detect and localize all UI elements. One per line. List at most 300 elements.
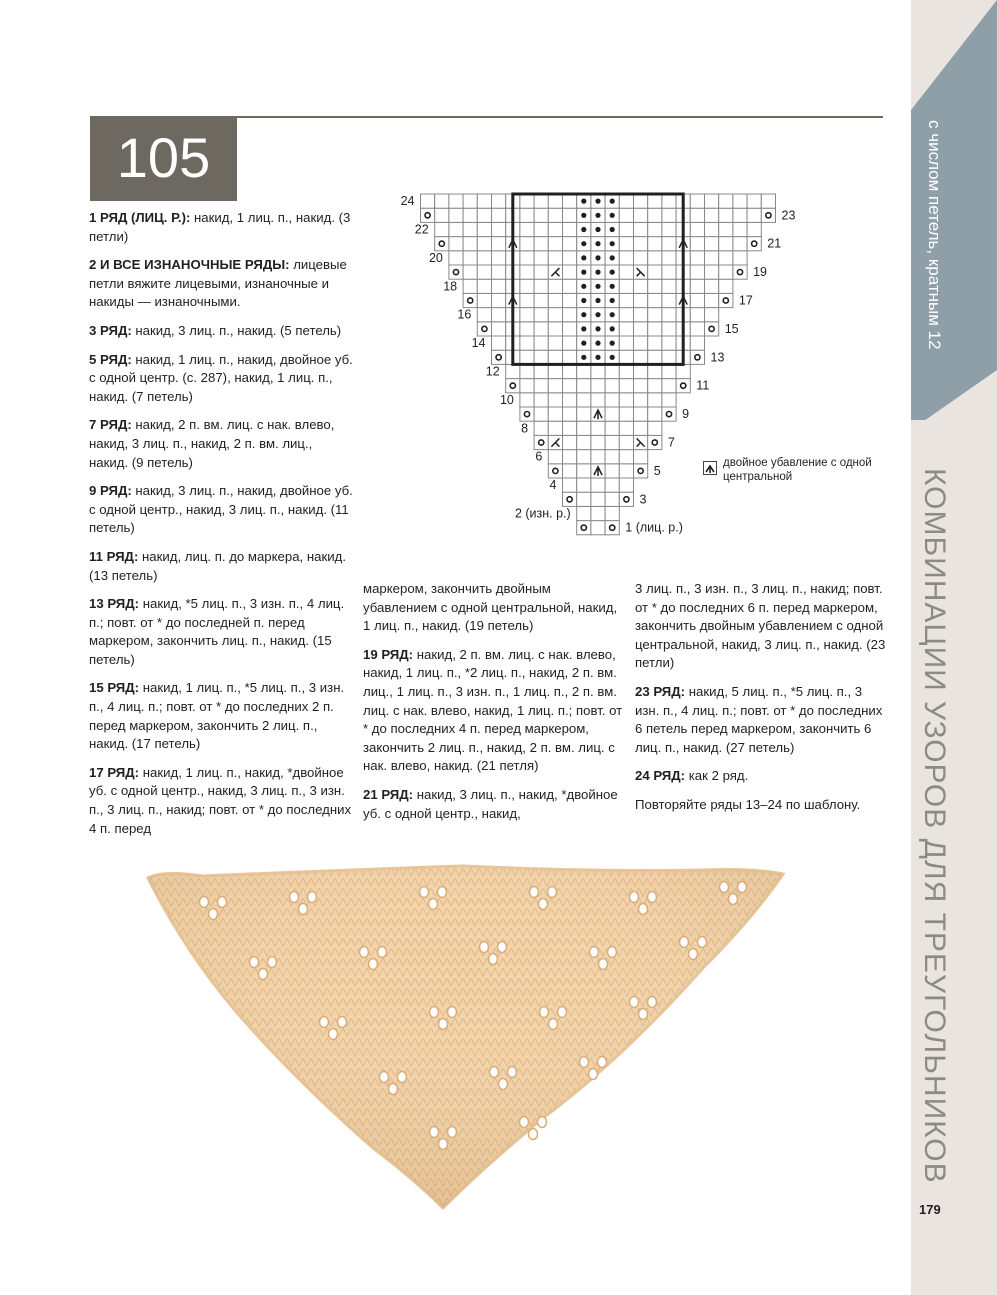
- row-label: 21 РЯД:: [363, 786, 414, 802]
- chart-cell: [520, 265, 534, 279]
- chart-cell: [648, 251, 662, 265]
- chart-cell: [662, 237, 676, 251]
- chart-cell: [634, 364, 648, 378]
- chart-cell: [548, 464, 562, 478]
- eyelet-hole: [729, 894, 738, 905]
- purl-symbol: [581, 199, 586, 204]
- eyelet-hole: [648, 997, 657, 1008]
- chart-cell: [563, 322, 577, 336]
- chart-cell: [563, 364, 577, 378]
- chart-cell: [520, 336, 534, 350]
- chart-row-label: 13: [710, 350, 725, 365]
- chart-cell: [520, 194, 534, 208]
- chart-cell: [463, 251, 477, 265]
- purl-symbol: [610, 298, 615, 303]
- eyelet-hole: [689, 949, 698, 960]
- chart-cell: [619, 393, 633, 407]
- chart-cell: [662, 279, 676, 293]
- double-decrease-icon: [703, 461, 717, 475]
- chart-cell: [520, 364, 534, 378]
- chart-cell: [520, 208, 534, 222]
- chart-cell: [705, 279, 719, 293]
- eyelet-hole: [489, 954, 498, 965]
- chart-cell: [534, 364, 548, 378]
- chart-cell: [449, 208, 463, 222]
- chart-cell: [477, 322, 491, 336]
- row-label: 13 РЯД:: [89, 596, 140, 612]
- chart-row-label: 5: [653, 463, 661, 478]
- chart-cell: [733, 265, 747, 279]
- chart-cell: [733, 208, 747, 222]
- chart-cell: [534, 421, 548, 435]
- chart-cell: [548, 421, 562, 435]
- chart-cell: [605, 379, 619, 393]
- chart-cell: [563, 208, 577, 222]
- chart-cell: [634, 450, 648, 464]
- chart-cell: [648, 393, 662, 407]
- chart-cell: [662, 222, 676, 236]
- chart-cell: [648, 364, 662, 378]
- purl-symbol: [595, 326, 600, 331]
- eyelet-hole: [290, 892, 299, 903]
- row-label: 5 РЯД:: [89, 351, 132, 367]
- chart-cell: [591, 506, 605, 520]
- chart-cell: [477, 208, 491, 222]
- eyelet-hole: [598, 1057, 607, 1068]
- eyelet-hole: [380, 1072, 389, 1083]
- chart-cell: [563, 293, 577, 307]
- chart-cell: [520, 322, 534, 336]
- chart-cell: [690, 279, 704, 293]
- eyelet-hole: [369, 959, 378, 970]
- chart-cell: [719, 251, 733, 265]
- eyelet-hole: [639, 904, 648, 915]
- row-label: 11 РЯД:: [89, 548, 139, 564]
- row-text: 3 лиц. п., 3 изн. п., 3 лиц. п., накид; повт. от * до последних 6 п. перед маркером, закончить двойным убавлением с одной центральной, накид, 3 лиц. п., накид. (23 петли): [635, 581, 886, 671]
- chart-cell: [605, 506, 619, 520]
- purl-symbol: [595, 284, 600, 289]
- chart-cell: [634, 393, 648, 407]
- purl-symbol: [581, 326, 586, 331]
- chart-cell: [648, 421, 662, 435]
- chart-cell: [648, 222, 662, 236]
- eyelet-hole: [698, 937, 707, 948]
- chart-cell: [662, 364, 676, 378]
- eyelet-hole: [398, 1072, 407, 1083]
- instructions-column-3: [635, 580, 890, 825]
- purl-symbol: [581, 255, 586, 260]
- chart-cell: [662, 393, 676, 407]
- chart-cell: [534, 350, 548, 364]
- chart-cell: [662, 251, 676, 265]
- eyelet-hole: [558, 1007, 567, 1018]
- chart-cell: [449, 237, 463, 251]
- eyelet-hole: [448, 1007, 457, 1018]
- chart-cell: [690, 208, 704, 222]
- instruction-paragraph: [89, 256, 354, 312]
- chart-cell: [435, 237, 449, 251]
- purl-symbol: [610, 284, 615, 289]
- chart-cell: [705, 265, 719, 279]
- chart-cell: [634, 421, 648, 435]
- chart-cell: [619, 379, 633, 393]
- row-text: лицевые петли вяжите лицевыми, изнаночные и накиды — изнаночными.: [89, 257, 347, 310]
- eyelet-hole: [338, 1017, 347, 1028]
- purl-symbol: [610, 227, 615, 232]
- chart-cell: [605, 407, 619, 421]
- row-text: как 2 ряд.: [685, 768, 749, 784]
- chart-cell: [619, 208, 633, 222]
- row-text: накид, 1 лиц. п., накид. (3 петли): [89, 210, 351, 244]
- chart-row-label: 20: [428, 250, 443, 265]
- chart-cell: [534, 265, 548, 279]
- chart-cell: [506, 364, 520, 378]
- chart-cell: [449, 194, 463, 208]
- eyelet-hole: [268, 957, 277, 968]
- chart-row-label: 7: [667, 435, 675, 450]
- chart-cell: [577, 450, 591, 464]
- eyelet-hole: [630, 997, 639, 1008]
- instruction-paragraph: [635, 796, 890, 815]
- chart-cell: [662, 308, 676, 322]
- purl-symbol: [581, 270, 586, 275]
- chart-cell: [477, 293, 491, 307]
- chart-row-label: 2 (изн. р.): [514, 506, 571, 521]
- chart-cell: [548, 237, 562, 251]
- chart-cell: [719, 237, 733, 251]
- chart-row-label: 22: [414, 222, 429, 237]
- instruction-paragraph: [635, 580, 890, 673]
- chart-cell: [563, 222, 577, 236]
- chart-row-label: 18: [443, 279, 458, 294]
- chart-cell: [435, 208, 449, 222]
- chart-cell: [619, 237, 633, 251]
- eyelet-hole: [439, 1019, 448, 1030]
- chart-cell: [463, 279, 477, 293]
- chart-cell: [619, 336, 633, 350]
- chart-cell: [690, 322, 704, 336]
- eyelet-hole: [430, 1127, 439, 1138]
- chart-cell: [676, 364, 690, 378]
- chart-cell: [719, 194, 733, 208]
- chart-cell: [577, 492, 591, 506]
- purl-symbol: [610, 355, 615, 360]
- row-label: 3 РЯД:: [89, 322, 132, 338]
- chart-cell: [563, 478, 577, 492]
- row-label: 7 РЯД:: [89, 417, 132, 433]
- chart-row-label: 16: [457, 307, 472, 322]
- chart-row-label: 12: [485, 364, 500, 379]
- chart-cell: [577, 521, 591, 535]
- chart-cell: [463, 293, 477, 307]
- row-text: накид, лиц. п. до маркера, накид. (13 петель): [89, 548, 346, 583]
- chart-cell: [563, 464, 577, 478]
- chart-cell: [577, 506, 591, 520]
- chart-cell: [605, 478, 619, 492]
- chart-legend-text: двойное убавление с одной центральной: [723, 457, 872, 483]
- chart-cell: [719, 208, 733, 222]
- chart-cell: [747, 222, 761, 236]
- chart-cell: [563, 265, 577, 279]
- eyelet-hole: [538, 1117, 547, 1128]
- purl-symbol: [595, 355, 600, 360]
- eyelet-hole: [599, 959, 608, 970]
- chart-row-label: 21: [767, 236, 782, 251]
- chart-cell: [761, 194, 775, 208]
- chart-cell: [733, 251, 747, 265]
- eyelet-hole: [200, 897, 209, 908]
- chart-cell: [747, 194, 761, 208]
- row-text: накид, 5 лиц. п., *5 лиц. п., 3 изн. п., 4 лиц. п.; повт. от * до последних 6 петель перед маркером, закончить 6 лиц. п., накид. (27 петель): [635, 683, 883, 755]
- chart-cell: [648, 336, 662, 350]
- chart-cell: [548, 393, 562, 407]
- chart-cell: [563, 336, 577, 350]
- row-text: накид, 1 лиц. п., накид, *двойное уб. с одной центр., накид, 3 лиц. п., 3 изн. п., 3 лиц. п., накид; повт. от * до последних 4 п. перед: [89, 764, 352, 836]
- row-text: маркером, закончить двойным убавлением с одной центральной, накид, 1 лиц. п., накид. (19 петель): [363, 581, 618, 634]
- chart-cell: [690, 251, 704, 265]
- eyelet-hole: [680, 937, 689, 948]
- chart-cell: [548, 364, 562, 378]
- chart-cell: [520, 237, 534, 251]
- chart-cell: [520, 251, 534, 265]
- chart-cell: [634, 407, 648, 421]
- eyelet-hole: [490, 1067, 499, 1078]
- row-text: накид, *5 лиц. п., 3 изн. п., 4 лиц. п.; повт. от * до последней п. перед маркером, закончить лиц. п., накид. (15 петель): [89, 596, 345, 667]
- purl-symbol: [581, 241, 586, 246]
- chart-cell: [577, 435, 591, 449]
- chart-cell: [563, 435, 577, 449]
- chart-cell: [534, 293, 548, 307]
- eyelet-hole: [308, 892, 317, 903]
- chart-cell: [463, 265, 477, 279]
- chart-row-label: 11: [696, 378, 710, 393]
- chart-cell: [619, 293, 633, 307]
- chart-cell: [662, 336, 676, 350]
- chart-cell: [563, 421, 577, 435]
- purl-symbol: [581, 298, 586, 303]
- purl-symbol: [581, 312, 586, 317]
- chart-row-label: 17: [738, 293, 753, 308]
- chart-cell: [534, 251, 548, 265]
- chart-cell: [591, 421, 605, 435]
- purl-symbol: [610, 326, 615, 331]
- chart-cell: [534, 208, 548, 222]
- chart-cell: [662, 293, 676, 307]
- chart-cell: [577, 464, 591, 478]
- instruction-paragraph: [89, 351, 354, 407]
- purl-symbol: [610, 255, 615, 260]
- chart-cell: [563, 379, 577, 393]
- chart-cell: [619, 464, 633, 478]
- chart-cell: [648, 237, 662, 251]
- purl-symbol: [581, 227, 586, 232]
- chart-cell: [705, 194, 719, 208]
- eyelet-hole: [590, 947, 599, 958]
- chart-cell: [563, 350, 577, 364]
- chart-row-label: 23: [781, 208, 796, 223]
- chart-cell: [634, 251, 648, 265]
- chart-cell: [705, 237, 719, 251]
- purl-symbol: [595, 241, 600, 246]
- instruction-paragraph: [363, 580, 625, 636]
- chart-cell: [477, 194, 491, 208]
- eyelet-hole: [520, 1117, 529, 1128]
- purl-symbol: [610, 341, 615, 346]
- chart-cell: [534, 279, 548, 293]
- chart-cell: [634, 379, 648, 393]
- chart-cell: [690, 293, 704, 307]
- eyelet-hole: [320, 1017, 329, 1028]
- chart-cell: [548, 251, 562, 265]
- chart-cell: [619, 350, 633, 364]
- chart-cell: [648, 350, 662, 364]
- sidebar-title: КОМБИНАЦИИ УЗОРОВ ДЛЯ ТРЕУГОЛЬНИКОВ: [918, 468, 951, 1184]
- shawl-shading: [148, 866, 783, 1208]
- page-number: 179: [919, 1202, 941, 1217]
- chart-cell: [619, 450, 633, 464]
- chart-row-label: 24: [400, 194, 415, 209]
- eyelet-hole: [420, 887, 429, 898]
- eyelet-hole: [209, 909, 218, 920]
- eyelet-hole: [438, 887, 447, 898]
- chart-cell: [761, 208, 775, 222]
- chart-cell: [619, 194, 633, 208]
- chart-cell: [492, 308, 506, 322]
- chart-cell: [421, 194, 435, 208]
- eyelet-hole: [549, 1019, 558, 1030]
- chart-cell: [733, 237, 747, 251]
- chart-cell: [563, 237, 577, 251]
- sidebar-subtitle: с числом петель, кратным 12: [925, 120, 944, 350]
- chart-cell: [548, 322, 562, 336]
- chart-cell: [492, 251, 506, 265]
- chart-cell: [634, 208, 648, 222]
- instruction-paragraph: [89, 595, 354, 669]
- chart-cell: [662, 379, 676, 393]
- chart-cell: [747, 208, 761, 222]
- double-decrease-symbol: [704, 463, 716, 475]
- chart-cell: [619, 407, 633, 421]
- chart-cell: [463, 208, 477, 222]
- row-label: 23 РЯД:: [635, 683, 686, 699]
- chart-cell: [591, 478, 605, 492]
- chart-cell: [492, 194, 506, 208]
- chart-cell: [492, 265, 506, 279]
- chart-cell: [548, 336, 562, 350]
- chart-cell: [705, 322, 719, 336]
- chart-cell: [449, 251, 463, 265]
- purl-symbol: [610, 199, 615, 204]
- eyelet-hole: [259, 969, 268, 980]
- chart-cell: [548, 208, 562, 222]
- chart-cell: [548, 222, 562, 236]
- eyelet-hole: [430, 1007, 439, 1018]
- knitted-shawl-photo: [143, 858, 788, 1218]
- chart-cell: [492, 222, 506, 236]
- chart-cell: [719, 222, 733, 236]
- chart-cell: [492, 322, 506, 336]
- chart-cell: [463, 222, 477, 236]
- chart-cell: [605, 492, 619, 506]
- chart-cell: [492, 208, 506, 222]
- chart-cell: [591, 435, 605, 449]
- eyelet-hole: [218, 897, 227, 908]
- chart-cell: [520, 222, 534, 236]
- chart-cell: [534, 379, 548, 393]
- chart-cell: [648, 265, 662, 279]
- purl-symbol: [581, 355, 586, 360]
- purl-symbol: [610, 241, 615, 246]
- chart-cell: [662, 194, 676, 208]
- chart-cell: [435, 222, 449, 236]
- chart-cell: [520, 308, 534, 322]
- chart-cell: [548, 450, 562, 464]
- chart-cell: [492, 279, 506, 293]
- chart-cell: [634, 237, 648, 251]
- chart-cell: [577, 478, 591, 492]
- chart-cell: [577, 379, 591, 393]
- chart-cell: [648, 407, 662, 421]
- instruction-paragraph: [89, 209, 354, 246]
- chart-cell: [690, 336, 704, 350]
- purl-symbol: [595, 227, 600, 232]
- purl-symbol: [595, 298, 600, 303]
- chart-cell: [548, 379, 562, 393]
- instructions-column-1: [89, 209, 354, 848]
- eyelet-hole: [378, 947, 387, 958]
- chart-row-label: 9: [682, 407, 690, 422]
- chart-cell: [619, 265, 633, 279]
- eyelet-hole: [439, 1139, 448, 1150]
- purl-symbol: [595, 270, 600, 275]
- chart-cell: [662, 407, 676, 421]
- chart-cell: [577, 393, 591, 407]
- chart-cell: [648, 208, 662, 222]
- eyelet-hole: [250, 957, 259, 968]
- chart-cell: [534, 407, 548, 421]
- eyelet-hole: [530, 887, 539, 898]
- chart-cell: [520, 379, 534, 393]
- chart-cell: [605, 450, 619, 464]
- knitting-chart: [390, 188, 830, 553]
- chart-cell: [435, 194, 449, 208]
- chart-cell: [619, 308, 633, 322]
- eyelet-hole: [539, 899, 548, 910]
- chart-cell: [577, 364, 591, 378]
- instruction-paragraph: [89, 482, 354, 538]
- chart-row-label: 14: [471, 336, 486, 351]
- chart-cell: [534, 308, 548, 322]
- chart-cell: [634, 308, 648, 322]
- eyelet-hole: [429, 899, 438, 910]
- eyelet-hole: [499, 1079, 508, 1090]
- chart-cell: [705, 308, 719, 322]
- eyelet-hole: [299, 904, 308, 915]
- chart-cell: [492, 336, 506, 350]
- row-label: 24 РЯД:: [635, 768, 686, 784]
- chart-cell: [662, 265, 676, 279]
- chart-cell: [492, 237, 506, 251]
- chart-cell: [619, 421, 633, 435]
- chart-cell: [477, 308, 491, 322]
- eyelet-hole: [589, 1069, 598, 1080]
- chart-cell: [619, 322, 633, 336]
- chart-cell: [648, 293, 662, 307]
- instruction-paragraph: [89, 548, 354, 585]
- instruction-paragraph: [89, 764, 354, 838]
- chart-cell: [591, 521, 605, 535]
- chart-cell: [733, 222, 747, 236]
